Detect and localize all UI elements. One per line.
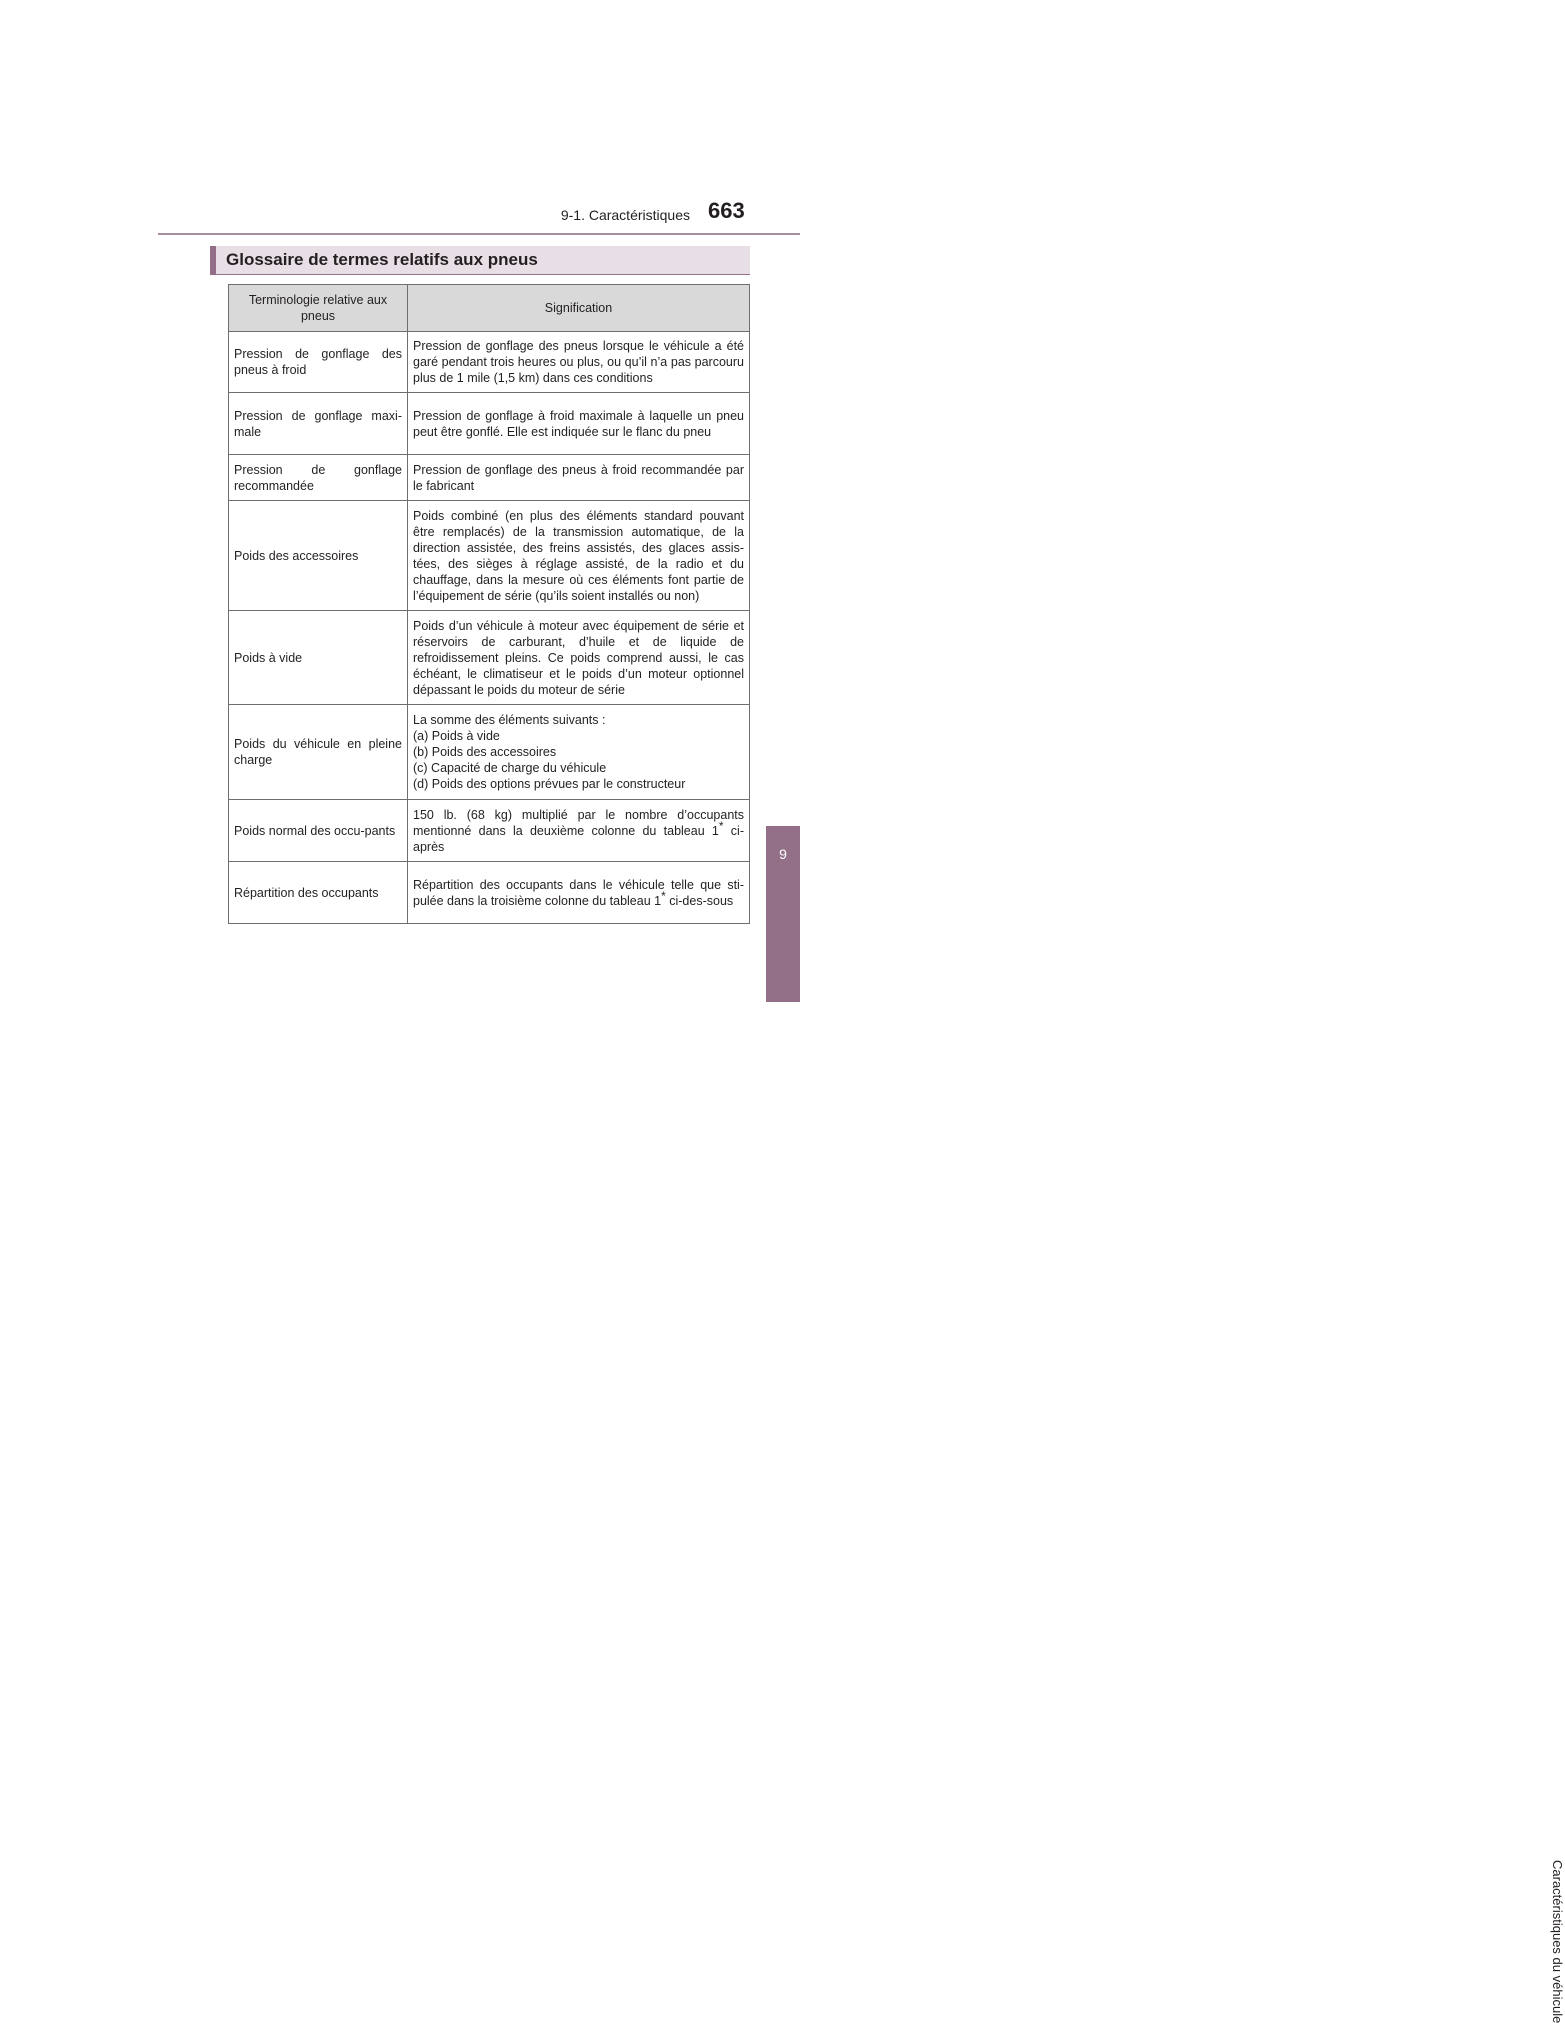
meaning-text: Répartition des occupants dans le véhicule telle que sti-pulée dans la troisième colonne du tableau 1 — [413, 877, 744, 908]
term-cell: Pression de gonflage maxi-male — [229, 393, 408, 455]
table-row — [229, 501, 750, 611]
meaning-cell — [408, 862, 750, 924]
meaning-cell: Poids combiné (en plus des éléments standard pouvant être remplacés) de la transmission automatique, de la direction assistée, des freins assistés, des glaces assis-tées, des sièges à réglage assisté, de la radio et du chauffage, dans la mesure où ces éléments font partie de l’équipement de série (qu’ils soient installés ou non) — [408, 501, 750, 611]
list-item: (a) Poids à vide — [413, 729, 500, 743]
meaning-text-end: ci-après — [413, 823, 744, 854]
meaning-cell: Pression de gonflage des pneus à froid recommandée par le fabricant — [408, 455, 750, 501]
meaning-cell: Pression de gonflage des pneus lorsque le véhicule a été garé pendant trois heures ou plus, ou qu’il n’a pas parcouru plus de 1 mile (1,5 km) dans ces conditions — [408, 332, 750, 393]
term-cell: Poids à vide — [229, 611, 408, 705]
footnote-star: * — [661, 888, 666, 903]
section-heading: 9-1. Caractéristiques — [560, 207, 690, 223]
meaning-cell — [408, 800, 750, 862]
chapter-number: 9 — [779, 846, 787, 862]
list-item: (c) Capacité de charge du véhicule — [413, 761, 607, 775]
table-row — [229, 611, 750, 705]
meaning-list — [413, 728, 744, 792]
glossary-table — [228, 284, 750, 924]
term-cell: Poids du véhicule en pleine charge — [229, 705, 408, 800]
meaning-text: 150 lb. (68 kg) multiplié par le nombre d’occupants mentionné dans la deuxième colonne du tableau 1 — [413, 807, 744, 838]
meaning-cell: Pression de gonflage à froid maximale à laquelle un pneu peut être gonflé. Elle est indiquée sur le flanc du pneu — [408, 393, 750, 455]
title-underline — [210, 274, 750, 275]
page-number: 663 — [708, 198, 745, 223]
term-cell: Pression de gonflage des pneus à froid — [229, 332, 408, 393]
table-row — [229, 393, 750, 455]
chapter-label: Caractéristiques du véhicule — [1550, 1860, 1565, 2023]
table-row — [229, 332, 750, 393]
table-row — [229, 800, 750, 862]
term-cell: Pression de gonflage recommandée — [229, 455, 408, 501]
meaning-cell — [408, 705, 750, 800]
column-header-term: Terminologie relative aux pneus — [229, 285, 408, 332]
section-title-bar — [210, 246, 750, 274]
meaning-text-end: ci-des-sous — [665, 893, 734, 908]
table-row — [229, 455, 750, 501]
section-title: Glossaire de termes relatifs aux pneus — [226, 250, 538, 269]
term-cell: Poids des accessoires — [229, 501, 408, 611]
table-row — [229, 705, 750, 800]
term-cell: Répartition des occupants — [229, 862, 408, 924]
meaning-intro: La somme des éléments suivants : — [413, 713, 606, 727]
table-row — [229, 862, 750, 924]
column-header-meaning: Signification — [408, 285, 750, 332]
list-item: (b) Poids des accessoires — [413, 745, 557, 759]
header-divider — [158, 233, 800, 235]
table-header-row — [229, 285, 750, 332]
list-item: (d) Poids des options prévues par le constructeur — [413, 777, 686, 791]
footnote-star: * — [718, 818, 724, 833]
meaning-cell: Poids d’un véhicule à moteur avec équipement de série et réservoirs de carburant, d’huile et de liquide de refroidissement pleins. Ce poids comprend aussi, le cas échéant, le climatiseur et le poids d’un moteur optionnel dépassant le poids du moteur de série — [408, 611, 750, 705]
term-cell: Poids normal des occu-pants — [229, 800, 408, 862]
